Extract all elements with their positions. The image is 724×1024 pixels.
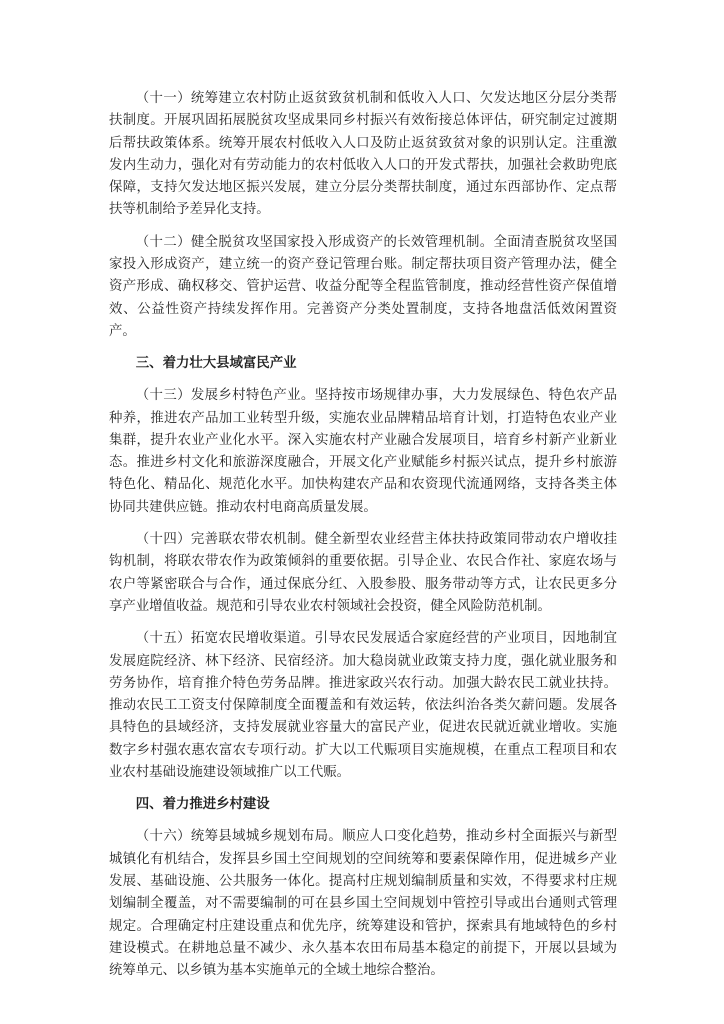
paragraph-16: （十六）统筹县域城乡规划布局。顺应人口变化趋势，推动乡村全面振兴与新型城镇化有机结合，发挥县乡国土空间规划的空间统筹和要素保障作用，促进城乡产业发展、基础设施、公共服务一体化。提高村庄规划编制质量和实效，不得要求村庄规划编制全覆盖，对不需要编制的可在县乡国土空间规划中管控引导或出台通则式管理规定。合理确定村庄建设重点和优先序，统筹建设和管护，探索具有地域特色的乡村建设模式。在耕地总量不减少、永久基本农田布局基本稳定的前提下，开展以县域为统筹单元、以乡镇为基本实施单元的全域土地综合整治。 bbox=[109, 829, 617, 979]
paragraph-12: （十二）健全脱贫攻坚国家投入形成资产的长效管理机制。全面清查脱贫攻坚国家投入形成资产，建立统一的资产登记管理台账。制定帮扶项目资产管理办法，健全资产形成、确权移交、管护运营、收益分配等全程监管制度，推动经营性资产保值增效、公益性资产持续发挥作用。完善资产分类处置制度，支持各地盘活低效闲置资产。 bbox=[109, 234, 617, 339]
paragraph-13: （十三）发展乡村特色产业。坚持按市场规律办事，大力发展绿色、特色农产品种养，推进农产品加工业转型升级，实施农业品牌精品培育计划，打造特色农业产业集群，提升农业产业化水平。深入实施农村产业融合发展项目，培育乡村新产业新业态。推进乡村文化和旅游深度融合，开展文化产业赋能乡村振兴试点，提升乡村旅游特色化、精品化、规范化水平。加快构建农产品和农资现代流通网络，支持各类主体协同共建供应链。推动农村电商高质量发展。 bbox=[109, 388, 617, 515]
paragraph-gap bbox=[109, 618, 617, 628]
paragraph-gap bbox=[109, 375, 617, 385]
paragraph-15: （十五）拓宽农民增收渠道。引导农民发展适合家庭经营的产业项目，因地制宜发展庭院经济、林下经济、民宿经济。加大稳岗就业政策支持力度，强化就业服务和劳务协作，培育推介特色劳务品牌。推进家政兴农行动。加强大龄农民工就业扶持。推动农民工工资支付保障制度全面覆盖和有效运转，依法纠治各类欠薪问题。发展各具特色的县域经济，支持发展就业容量大的富民产业，促进农民就近就业增收。实施数字乡村强农惠农富农专项行动。扩大以工代赈项目实施规模，在重点工程项目和农业农村基础设施建设领域推广以工代赈。 bbox=[109, 631, 617, 781]
paragraph-gap bbox=[109, 519, 617, 529]
paragraph-gap bbox=[109, 222, 617, 232]
paragraph-gap bbox=[109, 343, 617, 353]
paragraph-11: （十一）统筹建立农村防止返贫致贫机制和低收入人口、欠发达地区分层分类帮扶制度。开展巩固拓展脱贫攻坚成果同乡村振兴有效衔接总体评估，研究制定过渡期后帮扶政策体系。统筹开展农村低收入人口及防止返贫致贫对象的识别认定。注重激发内生动力，强化对有劳动能力的农村低收入人口的开发式帮扶，加强社会救助兜底保障，支持欠发达地区振兴发展，建立分层分类帮扶制度，通过东西部协作、定点帮扶等机制给予差异化支持。 bbox=[109, 91, 617, 218]
paragraph-14: （十四）完善联农带农机制。健全新型农业经营主体扶持政策同带动农户增收挂钩机制，将联农带农作为政策倾斜的重要依据。引导企业、农民合作社、家庭农场与农户等紧密联合与合作，通过保底分红、入股参股、服务带动等方式，让农民更多分享产业增值收益。规范和引导农业农村领域社会投资，健全风险防范机制。 bbox=[109, 532, 617, 614]
document-page bbox=[109, 88, 617, 982]
section-heading-3: 三、着力壮大县域富民产业 bbox=[135, 356, 297, 372]
paragraph-gap bbox=[109, 784, 617, 794]
section-heading-4: 四、着力推进乡村建设 bbox=[135, 797, 270, 813]
paragraph-gap bbox=[109, 816, 617, 826]
